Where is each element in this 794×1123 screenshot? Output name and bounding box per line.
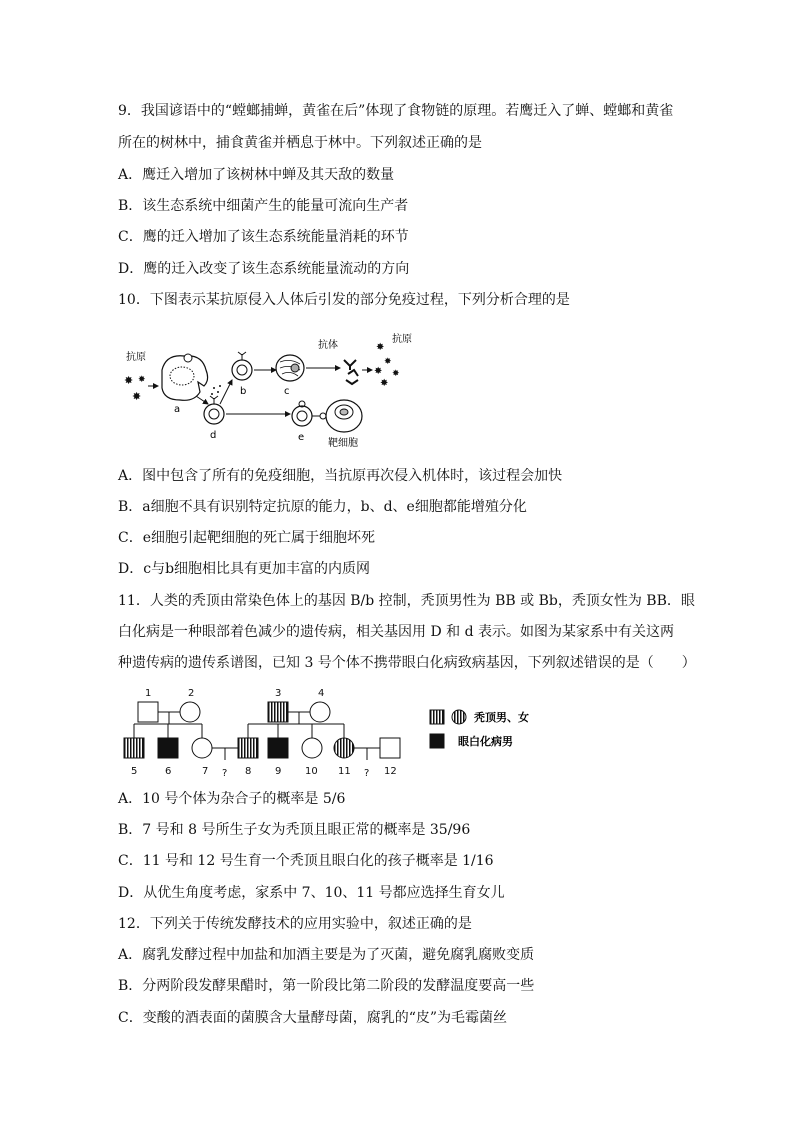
label-b: b: [240, 386, 247, 397]
label-3: 3: [275, 688, 282, 699]
q10-option-b: B．a细胞不具有识别特定抗原的能力，b、d、e细胞都能增殖分化: [118, 499, 527, 515]
q10-option-a: A．图中包含了所有的免疫细胞，当抗原再次侵入机体时，该过程会加快: [118, 468, 563, 484]
pedigree-chart: [118, 684, 558, 782]
individual-11: [334, 738, 354, 758]
svg-text:✸: ✸: [124, 374, 134, 387]
label-q1: ?: [222, 768, 228, 779]
label-2: 2: [188, 688, 195, 699]
q10-stem: 10．下图表示某抗原侵入人体后引发的部分免疫过程，下列分析合理的是: [118, 292, 570, 308]
q11-stem-line1: 11．人类的秃顶由常染色体上的基因 B/b 控制，秃顶男性为 BB 或 Bb，秃顶女性为 BB．眼: [118, 593, 695, 609]
q12-option-b: B．分两阶段发酵果醋时，第一阶段比第二阶段的发酵温度要高一些: [118, 978, 535, 994]
q11-option-b: B．7 号和 8 号所生子女为秃顶且眼正常的概率是 35/96: [118, 822, 471, 838]
antigen-antibody-complex: [374, 342, 400, 389]
q9-stem-line1: 9．我国谚语中的“螳螂捕蝉，黄雀在后”体现了食物链的原理。若鹰迁入了蝉、螳螂和黄雀: [118, 103, 674, 119]
antigen-cluster-left: [124, 374, 146, 403]
q9-option-c: C．鹰的迁入增加了该生态系统能量消耗的环节: [118, 229, 409, 245]
cell-a-phagocyte: [162, 354, 208, 400]
pedigree-legend: [430, 710, 529, 748]
antibodies: [344, 360, 358, 384]
svg-text:✸: ✸: [376, 342, 385, 353]
individual-2: [180, 702, 200, 722]
q11-option-c: C．11 号和 12 号生育一个秃顶且眼白化的孩子概率是 1/16: [118, 853, 494, 869]
cell-e: [292, 401, 326, 426]
svg-text:✸: ✸: [384, 357, 392, 367]
q11-stem-line2: 白化病是一种眼部着色减少的遗传病，相关基因用 D 和 d 表示。如图为某家系中有关这两: [118, 624, 674, 640]
label-antigen-right: 抗原: [392, 334, 412, 345]
svg-text:✸: ✸: [132, 390, 142, 403]
label-9: 9: [275, 766, 282, 777]
individual-8: [238, 738, 258, 758]
q11-stem-line3: 种遗传病的遗传系谱图，已知 3 号个体不携带眼白化病致病基因，下列叙述错误的是（ ）: [118, 655, 696, 671]
svg-text:✸: ✸: [138, 375, 146, 385]
label-c: c: [284, 386, 290, 397]
individual-1: [138, 702, 158, 722]
label-10: 10: [305, 766, 318, 777]
individual-10: [302, 738, 322, 758]
antigen-fragments: [211, 385, 221, 395]
q11-option-a: A．10 号个体为杂合子的概率是 5/6: [118, 791, 346, 807]
label-target-cell: 靶细胞: [328, 438, 358, 449]
label-antigen-left: 抗原: [126, 352, 146, 363]
label-4: 4: [318, 688, 325, 699]
label-a: a: [174, 404, 181, 415]
label-e: e: [298, 432, 305, 443]
label-8: 8: [245, 766, 252, 777]
cell-b: [232, 352, 252, 380]
label-q2: ?: [364, 768, 370, 779]
q9-option-d: D．鹰的迁入改变了该生态系统能量流动的方向: [118, 261, 410, 277]
individual-5: [124, 738, 144, 758]
individual-7: [192, 738, 212, 758]
label-1: 1: [145, 688, 152, 699]
svg-text:✸: ✸: [380, 378, 389, 389]
q10-option-d: D．c与b细胞相比具有更加丰富的内质网: [118, 561, 371, 577]
label-5: 5: [131, 766, 138, 777]
q11-option-d: D．从优生角度考虑，家系中 7、10、11 号都应选择生育女儿: [118, 885, 505, 901]
svg-text:✸: ✸: [374, 366, 383, 377]
label-6: 6: [165, 766, 172, 777]
individual-9: [268, 738, 288, 758]
label-antibody: 抗体: [318, 340, 338, 351]
label-11: 11: [338, 766, 351, 777]
q12-stem: 12．下列关于传统发酵技术的应用实验中，叙述正确的是: [118, 916, 472, 932]
immune-process-figure: [118, 330, 418, 458]
cell-d: [204, 396, 224, 424]
target-cell: [326, 400, 362, 432]
label-7: 7: [202, 766, 209, 777]
individual-6: [158, 738, 178, 758]
cell-c-plasma: [276, 355, 304, 381]
q9-stem-line2: 所在的树林中，捕食黄雀并栖息于林中。下列叙述正确的是: [118, 135, 482, 151]
individual-12: [380, 738, 400, 758]
q12-option-a: A．腐乳发酵过程中加盐和加酒主要是为了灭菌，避免腐乳腐败变质: [118, 947, 535, 963]
svg-text:✸: ✸: [392, 369, 400, 379]
individual-3: [268, 702, 288, 722]
label-12: 12: [384, 766, 397, 777]
q9-option-b: B．该生态系统中细菌产生的能量可流向生产者: [118, 198, 409, 214]
label-d: d: [210, 430, 217, 441]
q10-option-c: C．e细胞引起靶细胞的死亡属于细胞坏死: [118, 530, 375, 546]
q12-option-c: C．变酸的酒表面的菌膜含大量酵母菌，腐乳的“皮”为毛霉菌丝: [118, 1010, 508, 1026]
individual-4: [310, 702, 330, 722]
q9-option-a: A．鹰迁入增加了该树林中蝉及其天敌的数量: [118, 167, 395, 183]
legend-albino-label: 眼白化病男: [458, 735, 513, 748]
legend-bald-label: 秃顶男、女: [474, 711, 529, 724]
